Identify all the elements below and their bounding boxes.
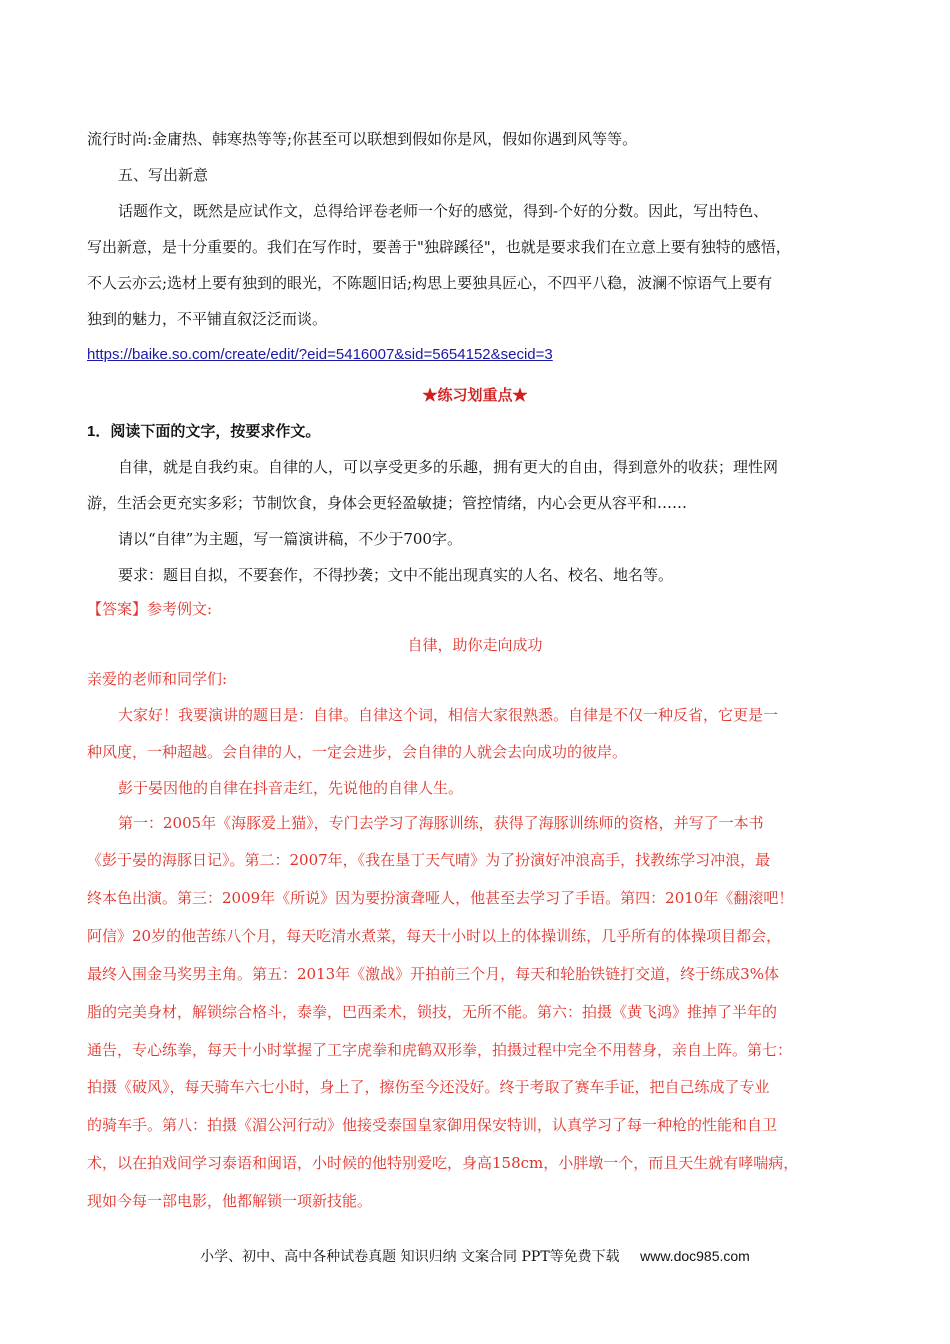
question-title: 1．阅读下面的文字，按要求作文。 [87,423,321,440]
question-para-2: 游，生活会更充实多彩；节制饮食，身体会更轻盈敏捷；管控情绪，内心会更从容平和…… [87,494,688,512]
essay-line: 脂的完美身材，解锁综合格斗，泰拳，巴西柔术，锁技，无所不能。第六：拍摄《黄飞鸿》推掉了半年的 [87,1003,778,1021]
essay-line: 术，以在拍戏间学习泰语和闽语，小时候的他特别爱吃，身高158cm，小胖墩一个，而且天生就有哮喘病， [87,1154,799,1172]
question-para-1: 自律，就是自我约束。自律的人，可以享受更多的乐趣，拥有更大的自由，得到意外的收获；理性网 [118,458,779,476]
practice-heading: ★练习划重点★ [422,387,528,404]
footer-url[interactable]: www.doc985.com [640,1248,750,1264]
section-heading-five: 五、写出新意 [118,166,209,184]
question-para-3: 请以“自律”为主题，写一篇演讲稿，不少于700字。 [118,530,462,548]
intro-line-5: 不人云亦云;选材上要有独到的眼光，不陈题旧话;构思上要独具匠心，不四平八稳，波澜不惊语气上要有 [87,274,773,292]
intro-line-6: 独到的魅力，不平铺直叙泛泛而谈。 [87,310,328,328]
essay-line: 拍摄《破风》，每天骑车六七小时，身上了，擦伤至今还没好。终于考取了赛车手证，把自己练成了专业 [87,1078,770,1096]
essay-line: 现如今每一部电影，他都解锁一项新技能。 [87,1192,373,1210]
question-requirements: 要求：题目自拟，不要套作，不得抄袭；文中不能出现真实的人名、校名、地名等。 [118,566,674,584]
essay-title: 自律，助你走向成功 [407,636,543,654]
answer-label: 【答案】参考例文: [87,600,213,618]
essay-line: 彭于晏因他的自律在抖音走红，先说他的自律人生。 [118,779,464,797]
essay-line: 阿信》20岁的他苦练八个月，每天吃清水煮菜，每天十小时以上的体操训练，几乎所有的体操项目都会， [87,927,782,945]
intro-line-1: 流行时尚:金庸热、韩寒热等等;你甚至可以联想到假如你是风，假如你遇到风等等。 [87,130,638,148]
page-footer [0,1246,950,1266]
footer-text: 小学、初中、高中各种试卷真题 知识归纳 文案合同 PPT等免费下载 [200,1249,620,1265]
essay-line: 种风度，一种超越。会自律的人，一定会进步，会自律的人就会去向成功的彼岸。 [87,743,628,761]
source-link[interactable]: https://baike.so.com/create/edit/?eid=5416007&sid=5654152&secid=3 [87,346,553,363]
essay-line: 《彭于晏的海豚日记》。第二：2007年，《我在垦丁天气晴》为了扮演好冲浪高手，找教练学习冲浪，最 [87,851,771,869]
essay-line: 大家好！我要演讲的题目是：自律。自律这个词，相信大家很熟悉。自律是不仅一种反省，它更是一 [118,706,779,724]
essay-line: 最终入围金马奖男主角。第五：2013年《激战》开拍前三个月，每天和轮胎铁链打交道，终于练成3%体 [87,965,779,983]
essay-line: 的骑车手。第八：拍摄《湄公河行动》他接受泰国皇家御用保安特训，认真学习了每一种枪的性能和自卫 [87,1116,778,1134]
essay-line: 终本色出演。第三：2009年《所说》因为要扮演聋哑人，他甚至去学习了手语。第四：2010年《翻滚吧！ [87,889,794,907]
essay-line: 第一：2005年《海豚爱上猫》，专门去学习了海豚训练，获得了海豚训练师的资格，并写了一本书 [118,814,764,832]
essay-salutation: 亲爱的老师和同学们: [87,670,228,688]
essay-line: 通告，专心练拳，每天十小时掌握了工字虎拳和虎鹤双形拳，拍摄过程中完全不用替身，亲自上阵。第七： [87,1041,793,1059]
intro-line-4: 写出新意，是十分重要的。我们在写作时，要善于"独辟蹊径"，也就是要求我们在立意上要有独特的感悟， [87,238,791,256]
intro-line-3: 话题作文，既然是应试作文，总得给评卷老师一个好的感觉，得到-个好的分数。因此，写出特色、 [118,202,769,220]
